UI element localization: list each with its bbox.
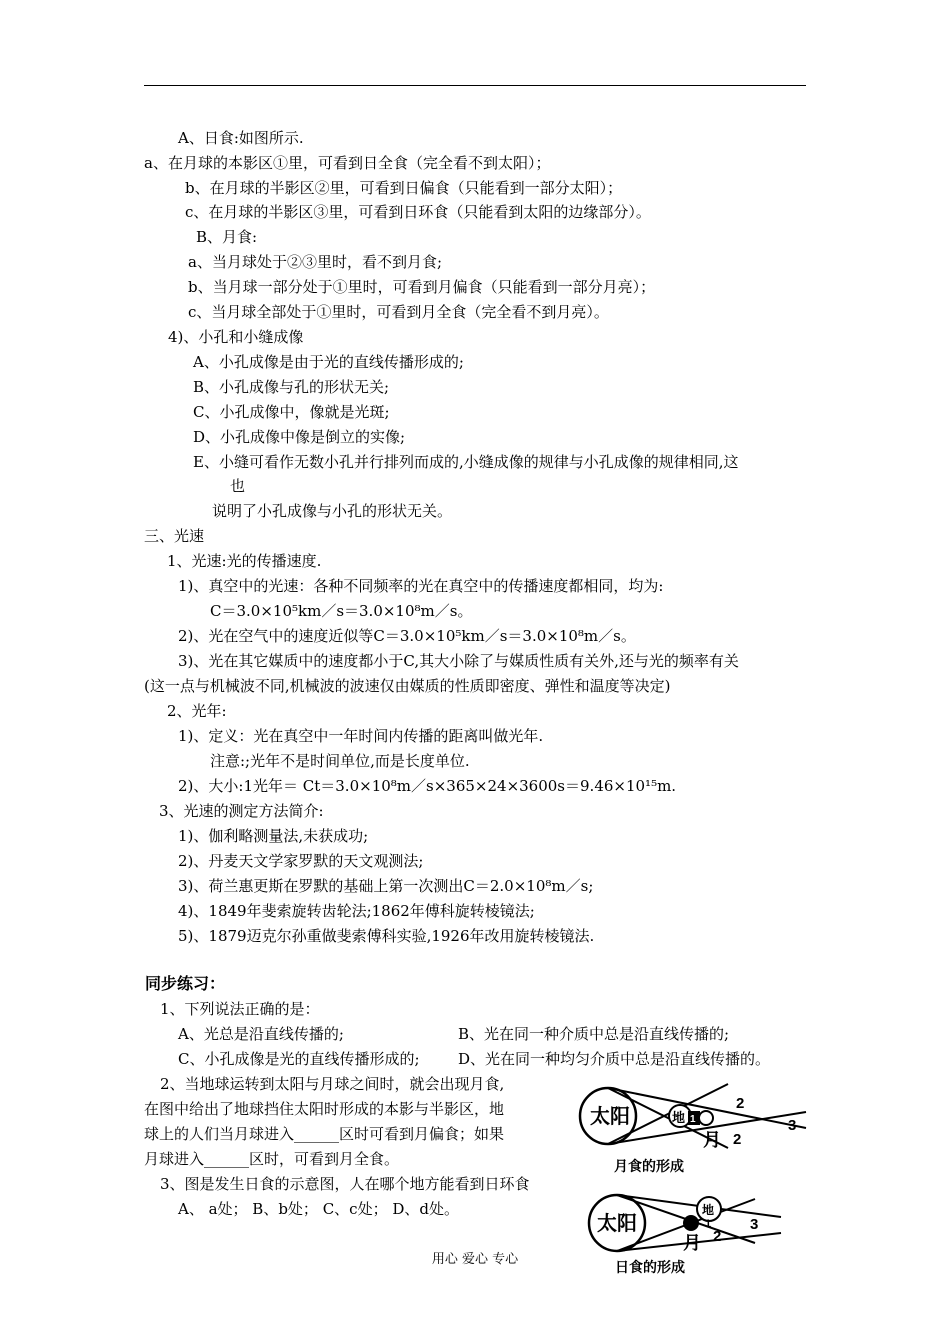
- text-line: C、小孔成像中，像就是光斑;: [193, 403, 390, 421]
- text-line: b、当月球一部分处于①里时，可看到月偏食（只能看到一部分月亮）；: [188, 278, 656, 296]
- svg-text:2: 2: [736, 1095, 745, 1112]
- svg-text:月: 月: [703, 1130, 721, 1150]
- text-line: 5)、1879迈克尔孙重做斐索傅科实验,1926年改用旋转棱镜法.: [178, 927, 595, 945]
- text-line: a、当月球处于②③里时，看不到月食;: [188, 253, 442, 271]
- text-line: B、小孔成像与孔的形状无关;: [193, 378, 390, 396]
- lunar-caption: 月食的形成: [614, 1159, 684, 1175]
- text-line: 2)、大小:1光年＝ Ct＝3.0×10⁸m／s×365×24×3600s＝9.46×10¹⁵m.: [178, 777, 677, 795]
- text-line: 4)、小孔和小缝成像: [168, 328, 304, 346]
- svg-text:2: 2: [713, 1228, 722, 1245]
- text-line: C＝3.0×10⁵km／s＝3.0×10⁸m／s。: [210, 602, 473, 620]
- q1-option-a: A、光总是沿直线传播的;: [178, 1025, 344, 1043]
- svg-text:3: 3: [750, 1216, 759, 1233]
- question-3-options: A、 a处； B、b处； C、c处； D、d处。: [178, 1200, 459, 1218]
- exercise-heading: 同步练习：: [145, 974, 226, 993]
- page-footer: 用心 爱心 专心: [431, 1252, 519, 1267]
- text-line: E、小缝可看作无数小孔并行排列而成的,小缝成像的规律与小孔成像的规律相同,这: [193, 453, 739, 471]
- moon-circle: [699, 1111, 713, 1125]
- text-line: c、当月球全部处于①里时，可看到月全食（完全看不到月亮）。: [188, 303, 609, 321]
- text-line: 3)、荷兰惠更斯在罗默的基础上第一次测出C＝2.0×10⁸m／s;: [178, 877, 594, 895]
- question-3: 3、图是发生日食的示意图，人在哪个地方能看到日环食: [160, 1175, 530, 1193]
- text-line: 1、光速:光的传播速度.: [167, 552, 322, 570]
- svg-text:太阳: 太阳: [597, 1213, 637, 1235]
- svg-text:1: 1: [690, 1114, 696, 1125]
- text-line: A、日食:如图所示.: [178, 129, 304, 147]
- text-line: 1)、伽利略测量法,未获成功;: [178, 827, 369, 845]
- svg-text:地: 地: [672, 1110, 686, 1125]
- text-line: 也: [230, 477, 246, 495]
- header-rule: [144, 85, 806, 86]
- svg-text:月: 月: [683, 1233, 701, 1253]
- text-line: 3、光速的测定方法简介:: [159, 802, 324, 820]
- solar-caption: 日食的形成: [615, 1260, 685, 1276]
- text-line: B、月食:: [196, 228, 258, 246]
- section-heading: 三、光速: [144, 527, 205, 545]
- text-line: 3)、光在其它媒质中的速度都小于C,其大小除了与媒质性质有关外,还与光的频率有关: [178, 652, 739, 670]
- moon-circle: [683, 1215, 699, 1231]
- text-line: 2)、光在空气中的速度近似等C＝3.0×10⁵km／s＝3.0×10⁸m／s。: [178, 627, 636, 645]
- text-line: 2)、丹麦天文学家罗默的天文观测法;: [178, 852, 424, 870]
- text-line: c、在月球的半影区③里，可看到日环食（只能看到太阳的边缘部分）。: [185, 203, 651, 221]
- text-line: 说明了小孔成像与小孔的形状无关。: [212, 502, 453, 520]
- question-2-line: 2、当地球运转到太阳与月球之间时，就会出现月食,: [160, 1075, 505, 1093]
- text-line: b、在月球的半影区②里，可看到日偏食（只能看到一部分太阳）；: [185, 179, 623, 197]
- svg-text:3: 3: [788, 1117, 797, 1134]
- svg-text:1: 1: [705, 1218, 712, 1230]
- question-1: 1、下列说法正确的是：: [160, 1000, 320, 1018]
- text-line: 2、光年:: [167, 702, 227, 720]
- lunar-eclipse-figure: [578, 1080, 808, 1180]
- text-line: 4)、1849年斐索旋转齿轮法;1862年傅科旋转棱镜法;: [178, 902, 535, 920]
- svg-text:地: 地: [702, 1203, 715, 1217]
- svg-text:2: 2: [733, 1131, 742, 1148]
- text-line: D、小孔成像中像是倒立的实像;: [193, 428, 406, 446]
- question-2-line: 在图中给出了地球挡住太阳时形成的本影与半影区，地: [144, 1100, 505, 1118]
- question-2-line: 月球进入______区时，可看到月全食。: [144, 1150, 400, 1168]
- text-line: 1)、真空中的光速：各种不同频率的光在真空中的传播速度都相同，均为:: [178, 577, 664, 595]
- q1-option-b: B、光在同一种介质中总是沿直线传播的;: [458, 1025, 730, 1043]
- text-line: 注意:;光年不是时间单位,而是长度单位.: [210, 752, 470, 770]
- svg-text:太阳: 太阳: [590, 1106, 630, 1128]
- text-line: A、小孔成像是由于光的直线传播形成的;: [193, 353, 464, 371]
- question-2-line: 球上的人们当月球进入______区时可看到月偏食；如果: [144, 1125, 505, 1143]
- text-line: (这一点与机械波不同,机械波的波速仅由媒质的性质即密度、弹性和温度等决定): [144, 677, 671, 695]
- text-line: a、在月球的本影区①里，可看到日全食（完全看不到太阳）；: [144, 154, 551, 172]
- q1-option-d: D、光在同一种均匀介质中总是沿直线传播的。: [458, 1050, 771, 1068]
- q1-option-c: C、小孔成像是光的直线传播形成的;: [178, 1050, 420, 1068]
- text-line: 1)、定义：光在真空中一年时间内传播的距离叫做光年.: [178, 727, 544, 745]
